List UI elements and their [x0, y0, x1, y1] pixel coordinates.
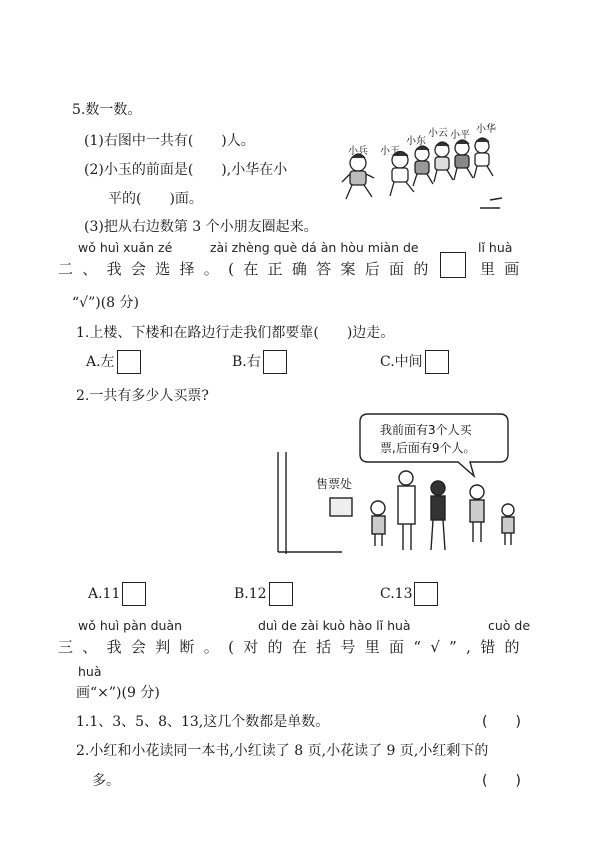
kid-label-xiaodong: 小东 — [406, 136, 426, 147]
s2-q2-text: 2.一共有多少人买票? — [76, 388, 209, 404]
speech-line-1: 我前面有3个人买 — [380, 423, 472, 437]
s2-q1-option-c — [380, 350, 449, 374]
s3-q1-answer-paren[interactable]: ( ) — [482, 714, 521, 730]
option-c-label: C.中间 — [380, 354, 423, 370]
option-c-box[interactable] — [425, 350, 449, 374]
kid-label-xiaoping: 小平 — [450, 130, 470, 141]
s3-q2-answer-paren[interactable]: ( ) — [482, 773, 521, 789]
kids-running-illustration — [330, 118, 510, 218]
option-b-box[interactable] — [263, 350, 287, 374]
section2-pinyin-1: wǒ huì xuǎn zé — [78, 240, 173, 255]
ticket-queue-illustration — [272, 412, 532, 572]
section2-heading-end: 里画 — [480, 260, 529, 278]
s3-q2-line2: 多。 — [92, 773, 120, 789]
option-a-label: A.左 — [86, 354, 115, 370]
s2-q1-text: 1.上楼、下楼和在路边行走我们都要靠( )边走。 — [76, 325, 395, 341]
option-a-box[interactable] — [122, 582, 146, 606]
q5-line3: 平的( )面。 — [108, 191, 203, 207]
s3-q2-line1: 2.小红和小花读同一本书,小红读了 8 页,小花读了 9 页,小红剩下的 — [76, 743, 489, 759]
s3-q1-text: 1.1、3、5、8、13,这几个数都是单数。 — [76, 714, 330, 730]
option-a-label: A.11 — [88, 586, 121, 602]
q5-line1: (1)右图中一共有( )人。 — [84, 133, 255, 149]
s2-q1-option-a — [86, 350, 141, 374]
section2-heading-line2: “√”)(8 分) — [72, 295, 139, 311]
s2-q2-option-c — [380, 582, 438, 606]
kid-label-xiaoyun: 小云 — [428, 128, 448, 139]
section2-pinyin-2: zài zhèng què dá àn hòu miàn de — [210, 240, 419, 255]
section2-heading: 二、我会选择。(在正确答案后面的 — [58, 260, 438, 278]
answer-box-sample — [440, 252, 466, 278]
q5-line2: (2)小玉的前面是( ),小华在小 — [84, 162, 288, 178]
s2-q1-option-b — [232, 350, 287, 374]
option-a-box[interactable] — [117, 350, 141, 374]
section3-pinyin-2: duì de zài kuò hào lǐ huà — [258, 618, 411, 633]
q5-line4: (3)把从右边数第 3 个小朋友圈起来。 — [84, 219, 318, 235]
section3-heading-line2: 画“×”)(9 分) — [76, 685, 160, 701]
booth-label: 售票处 — [316, 477, 353, 491]
s2-q2-option-a — [88, 582, 146, 606]
option-b-box[interactable] — [269, 582, 293, 606]
s2-q2-option-b — [234, 582, 293, 606]
kid-label-xiaobing: 小兵 — [348, 146, 368, 157]
q5-title: 5.数一数。 — [72, 102, 142, 118]
option-c-label: C.13 — [380, 586, 413, 602]
option-c-box[interactable] — [414, 582, 438, 606]
option-b-label: B.12 — [234, 586, 267, 602]
section3-heading: 三、我会判断。(对的在括号里面“√”,错的 — [58, 638, 529, 656]
speech-line-2: 票,后面有9个人。 — [380, 441, 476, 455]
section3-pinyin-1: wǒ huì pàn duàn — [78, 618, 183, 633]
section3-pinyin-3: cuò de — [488, 618, 531, 633]
section3-pinyin-line2: huà — [78, 664, 102, 679]
section2-pinyin-3: lǐ huà — [478, 240, 513, 255]
kid-label-xiaoyu: 小玉 — [380, 146, 400, 157]
kid-label-xiaohua: 小华 — [476, 124, 496, 135]
option-b-label: B.右 — [232, 354, 261, 370]
